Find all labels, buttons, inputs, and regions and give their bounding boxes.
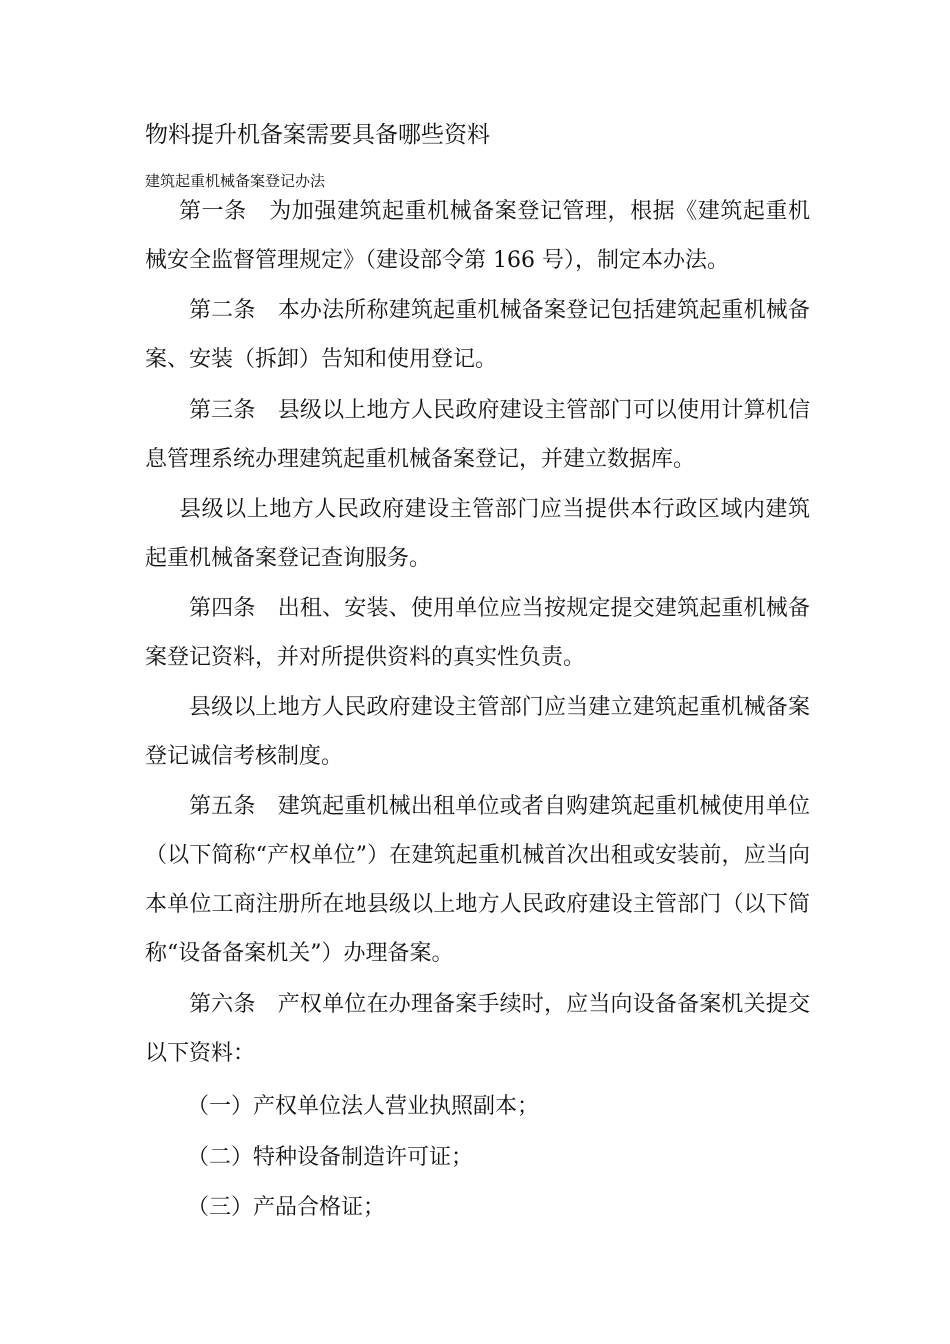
document-subtitle: 建筑起重机械备案登记办法 (145, 172, 326, 190)
paragraph-article-3: 第三条 县级以上地方人民政府建设主管部门可以使用计算机信息管理系统办理建筑起重机械备案登记，并建立数据库。 (145, 398, 810, 472)
list-item: （二）特种设备制造许可证； (187, 1145, 474, 1170)
paragraph-article-1: 第一条 为加强建筑起重机械备案登记管理，根据《建筑起重机械安全监督管理规定》（建设部令第 166 号），制定本办法。 (145, 199, 810, 273)
paragraph-article-3-extra: 县级以上地方人民政府建设主管部门应当提供本行政区域内建筑起重机械备案登记查询服务。 (145, 497, 810, 571)
paragraph-article-4-extra: 县级以上地方人民政府建设主管部门应当建立建筑起重机械备案登记诚信考核制度。 (145, 695, 810, 769)
list-item: （三）产品合格证； (187, 1195, 386, 1220)
list-item: （一）产权单位法人营业执照副本； (187, 1094, 540, 1119)
paragraph-article-2: 第二条 本办法所称建筑起重机械备案登记包括建筑起重机械备案、安装（拆卸）告知和使用登记。 (145, 298, 810, 372)
paragraph-article-6: 第六条 产权单位在办理备案手续时，应当向设备备案机关提交以下资料： (145, 992, 810, 1066)
document-title: 物料提升机备案需要具备哪些资料 (145, 122, 490, 148)
paragraph-article-4: 第四条 出租、安装、使用单位应当按规定提交建筑起重机械备案登记资料，并对所提供资料的真实性负责。 (145, 596, 810, 670)
paragraph-article-5: 第五条 建筑起重机械出租单位或者自购建筑起重机械使用单位（以下简称“产权单位”）在建筑起重机械首次出租或安装前，应当向本单位工商注册所在地县级以上地方人民政府建设主管部门（以下简称“设备备案机关”）办理备案。 (145, 794, 810, 966)
